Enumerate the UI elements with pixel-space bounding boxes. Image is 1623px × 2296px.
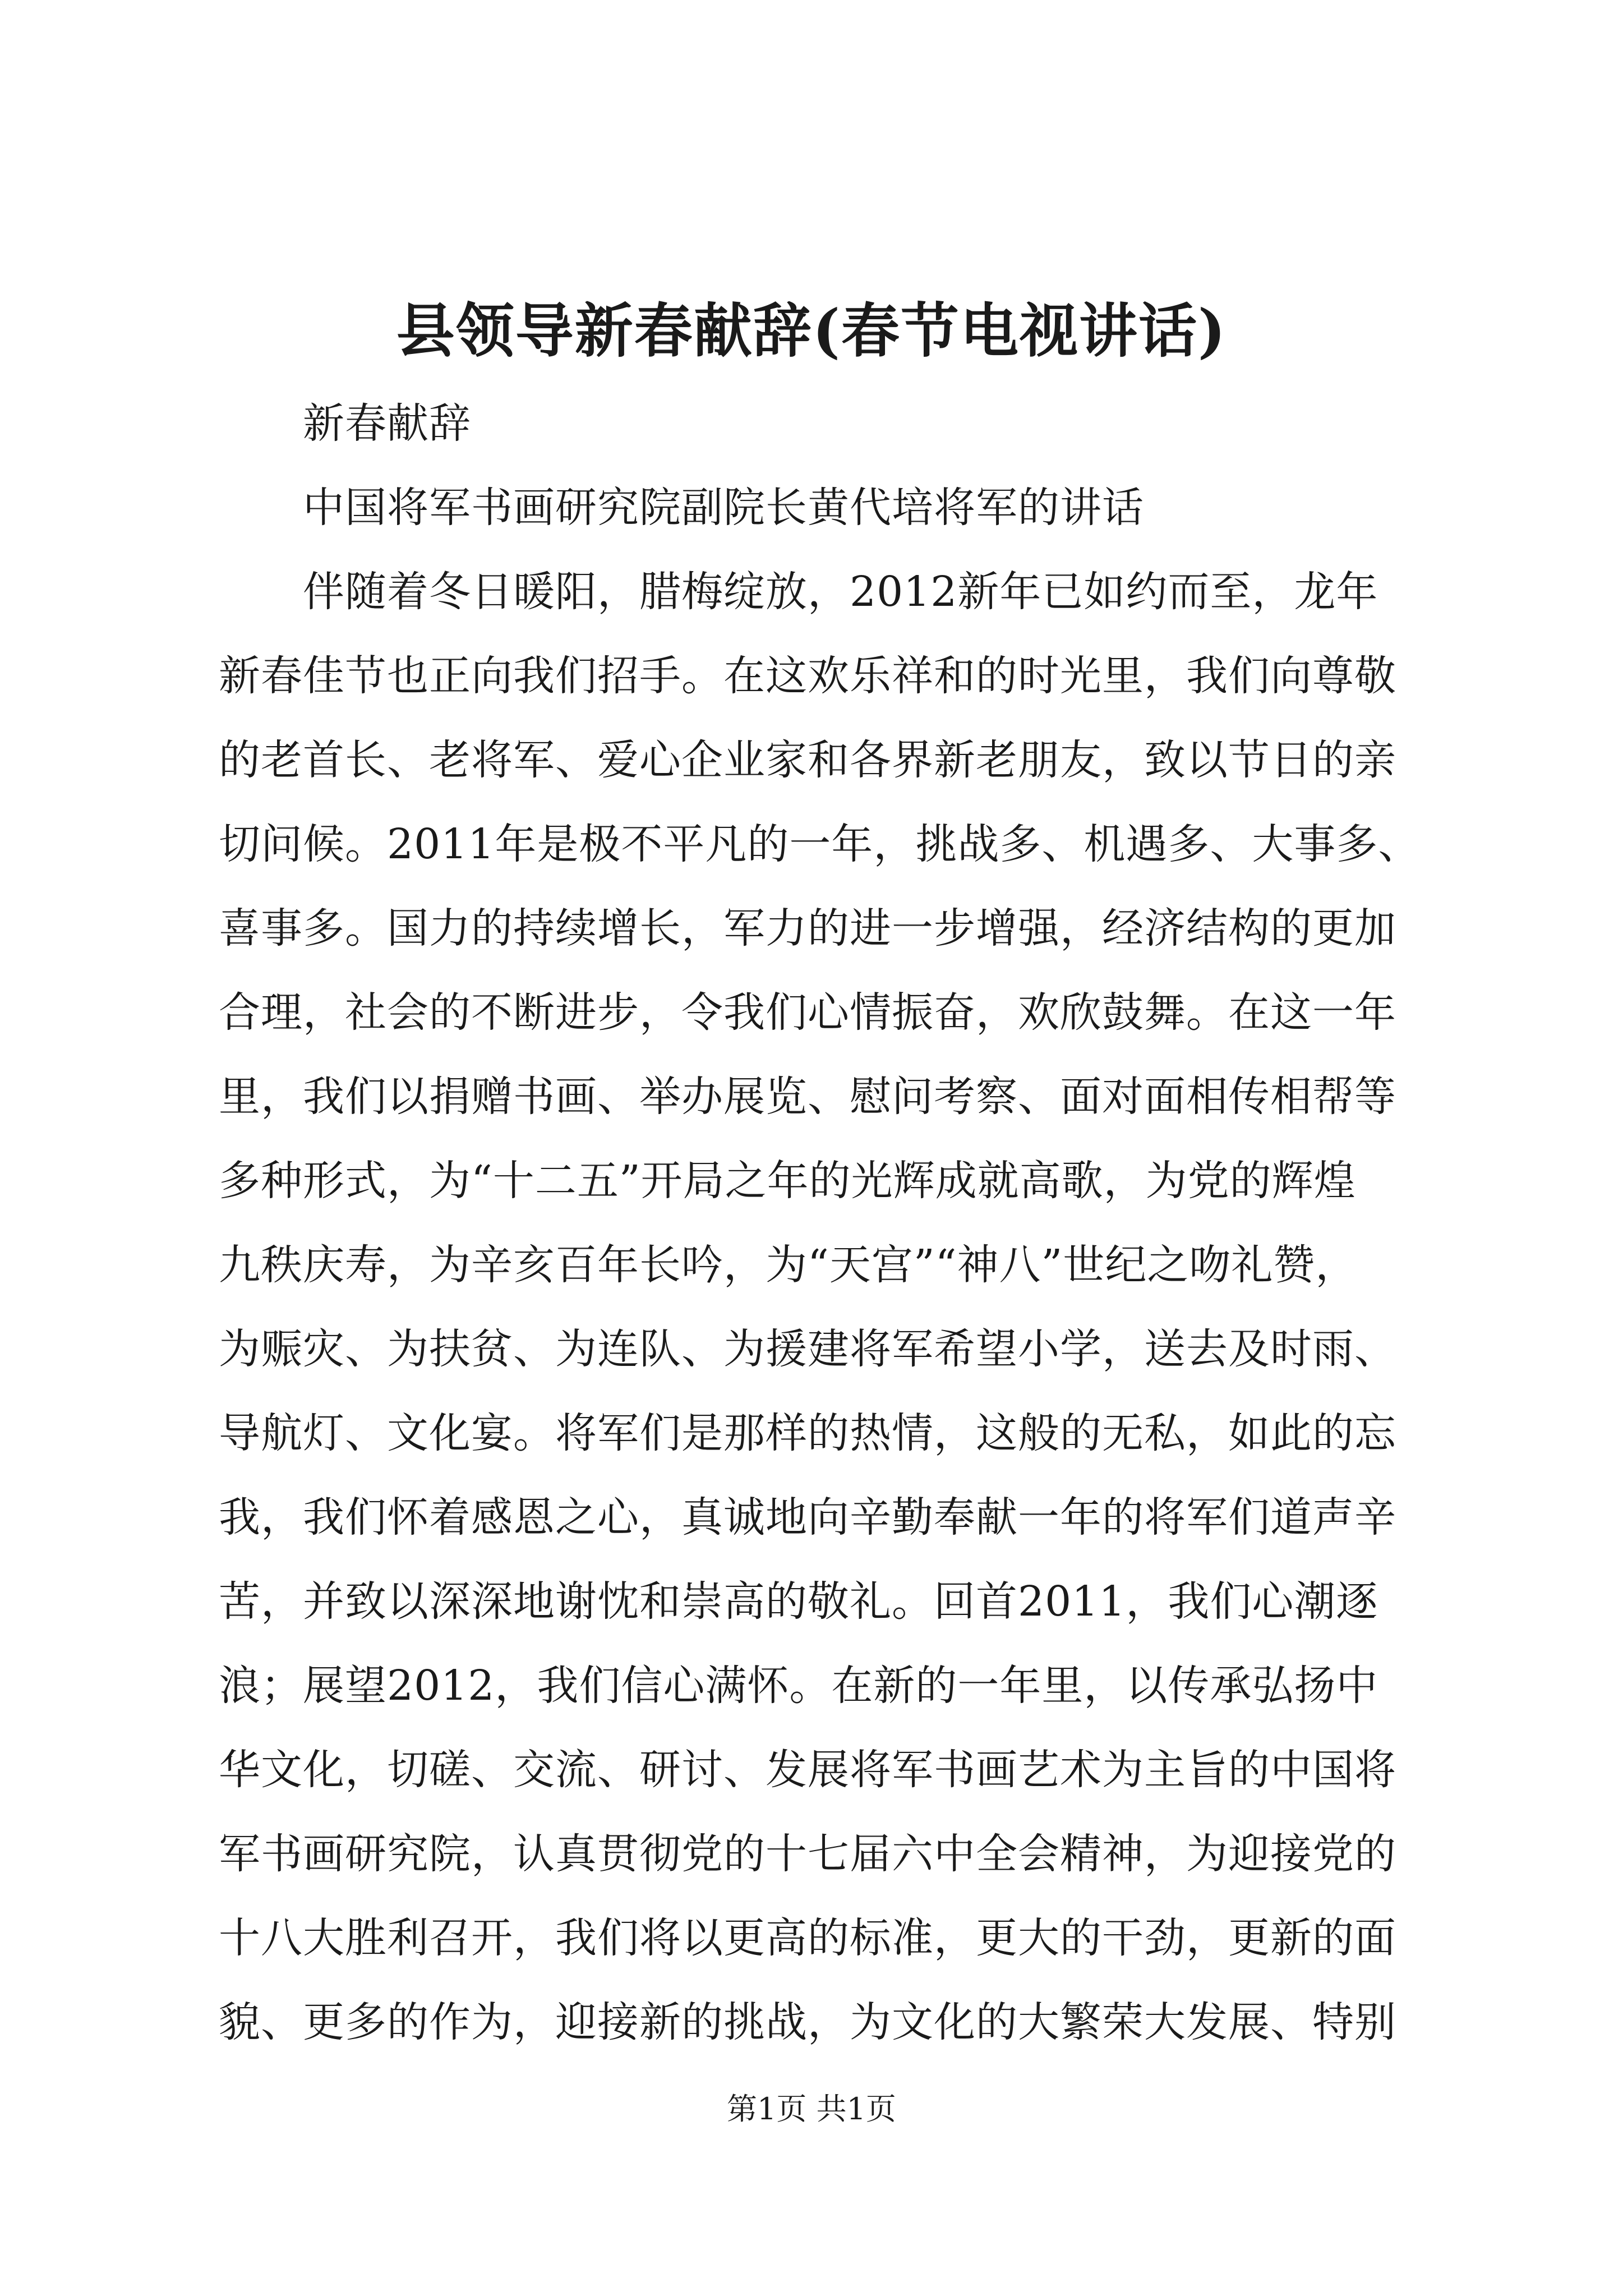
- body-line: 十八大胜利召开，我们将以更高的标准，更大的干劲，更新的面: [219, 1914, 1396, 1962]
- body-line: 合理，社会的不断进步，令我们心情振奋，欢欣鼓舞。在这一年: [219, 988, 1396, 1037]
- speaker-line: 中国将军书画研究院副院长黄代培将军的讲话: [303, 484, 1144, 532]
- body-line: 里，我们以捐赠书画、举办展览、慰问考察、面对面相传相帮等: [219, 1073, 1396, 1121]
- body-line: 的老首长、老将军、爱心企业家和各界新老朋友，致以节日的亲: [219, 736, 1396, 784]
- body-line: 我，我们怀着感恩之心，真诚地向辛勤奉献一年的将军们道声辛: [219, 1493, 1396, 1542]
- body-line: 浪；展望2012，我们信心满怀。在新的一年里，以传承弘扬中: [219, 1662, 1378, 1710]
- body-line: 伴随着冬日暖阳，腊梅绽放，2012新年已如约而至，龙年: [303, 568, 1378, 616]
- body-line: 切问候。2011年是极不平凡的一年，挑战多、机遇多、大事多、: [219, 820, 1421, 868]
- body-line: 导航灯、文化宴。将军们是那样的热情，这般的无私，如此的忘: [219, 1409, 1396, 1457]
- page-footer: 第1页 共1页: [727, 2091, 896, 2127]
- body-line: 貌、更多的作为，迎接新的挑战，为文化的大繁荣大发展、特别: [219, 1998, 1396, 2046]
- body-line: 九秩庆寿，为辛亥百年长吟，为“天宫”“神八”世纪之吻礼赞，: [219, 1241, 1358, 1289]
- body-line: 多种形式，为“十二五”开局之年的光辉成就高歌，为党的辉煌: [219, 1157, 1356, 1205]
- body-line: 苦，并致以深深地谢忱和崇高的敬礼。回首2011，我们心潮逐: [219, 1577, 1378, 1626]
- body-line: 华文化，切磋、交流、研讨、发展将军书画艺术为主旨的中国将: [219, 1746, 1396, 1794]
- body-line: 喜事多。国力的持续增长，军力的进一步增强，经济结构的更加: [219, 904, 1396, 953]
- subtitle: 新春献辞: [303, 399, 471, 448]
- body-line: 军书画研究院，认真贯彻党的十七届六中全会精神，为迎接党的: [219, 1830, 1396, 1878]
- document-title: 县领导新春献辞(春节电视讲话): [396, 296, 1227, 365]
- body-line: 为赈灾、为扶贫、为连队、为援建将军希望小学，送去及时雨、: [219, 1325, 1396, 1373]
- body-line: 新春佳节也正向我们招手。在这欢乐祥和的时光里，我们向尊敬: [219, 652, 1396, 700]
